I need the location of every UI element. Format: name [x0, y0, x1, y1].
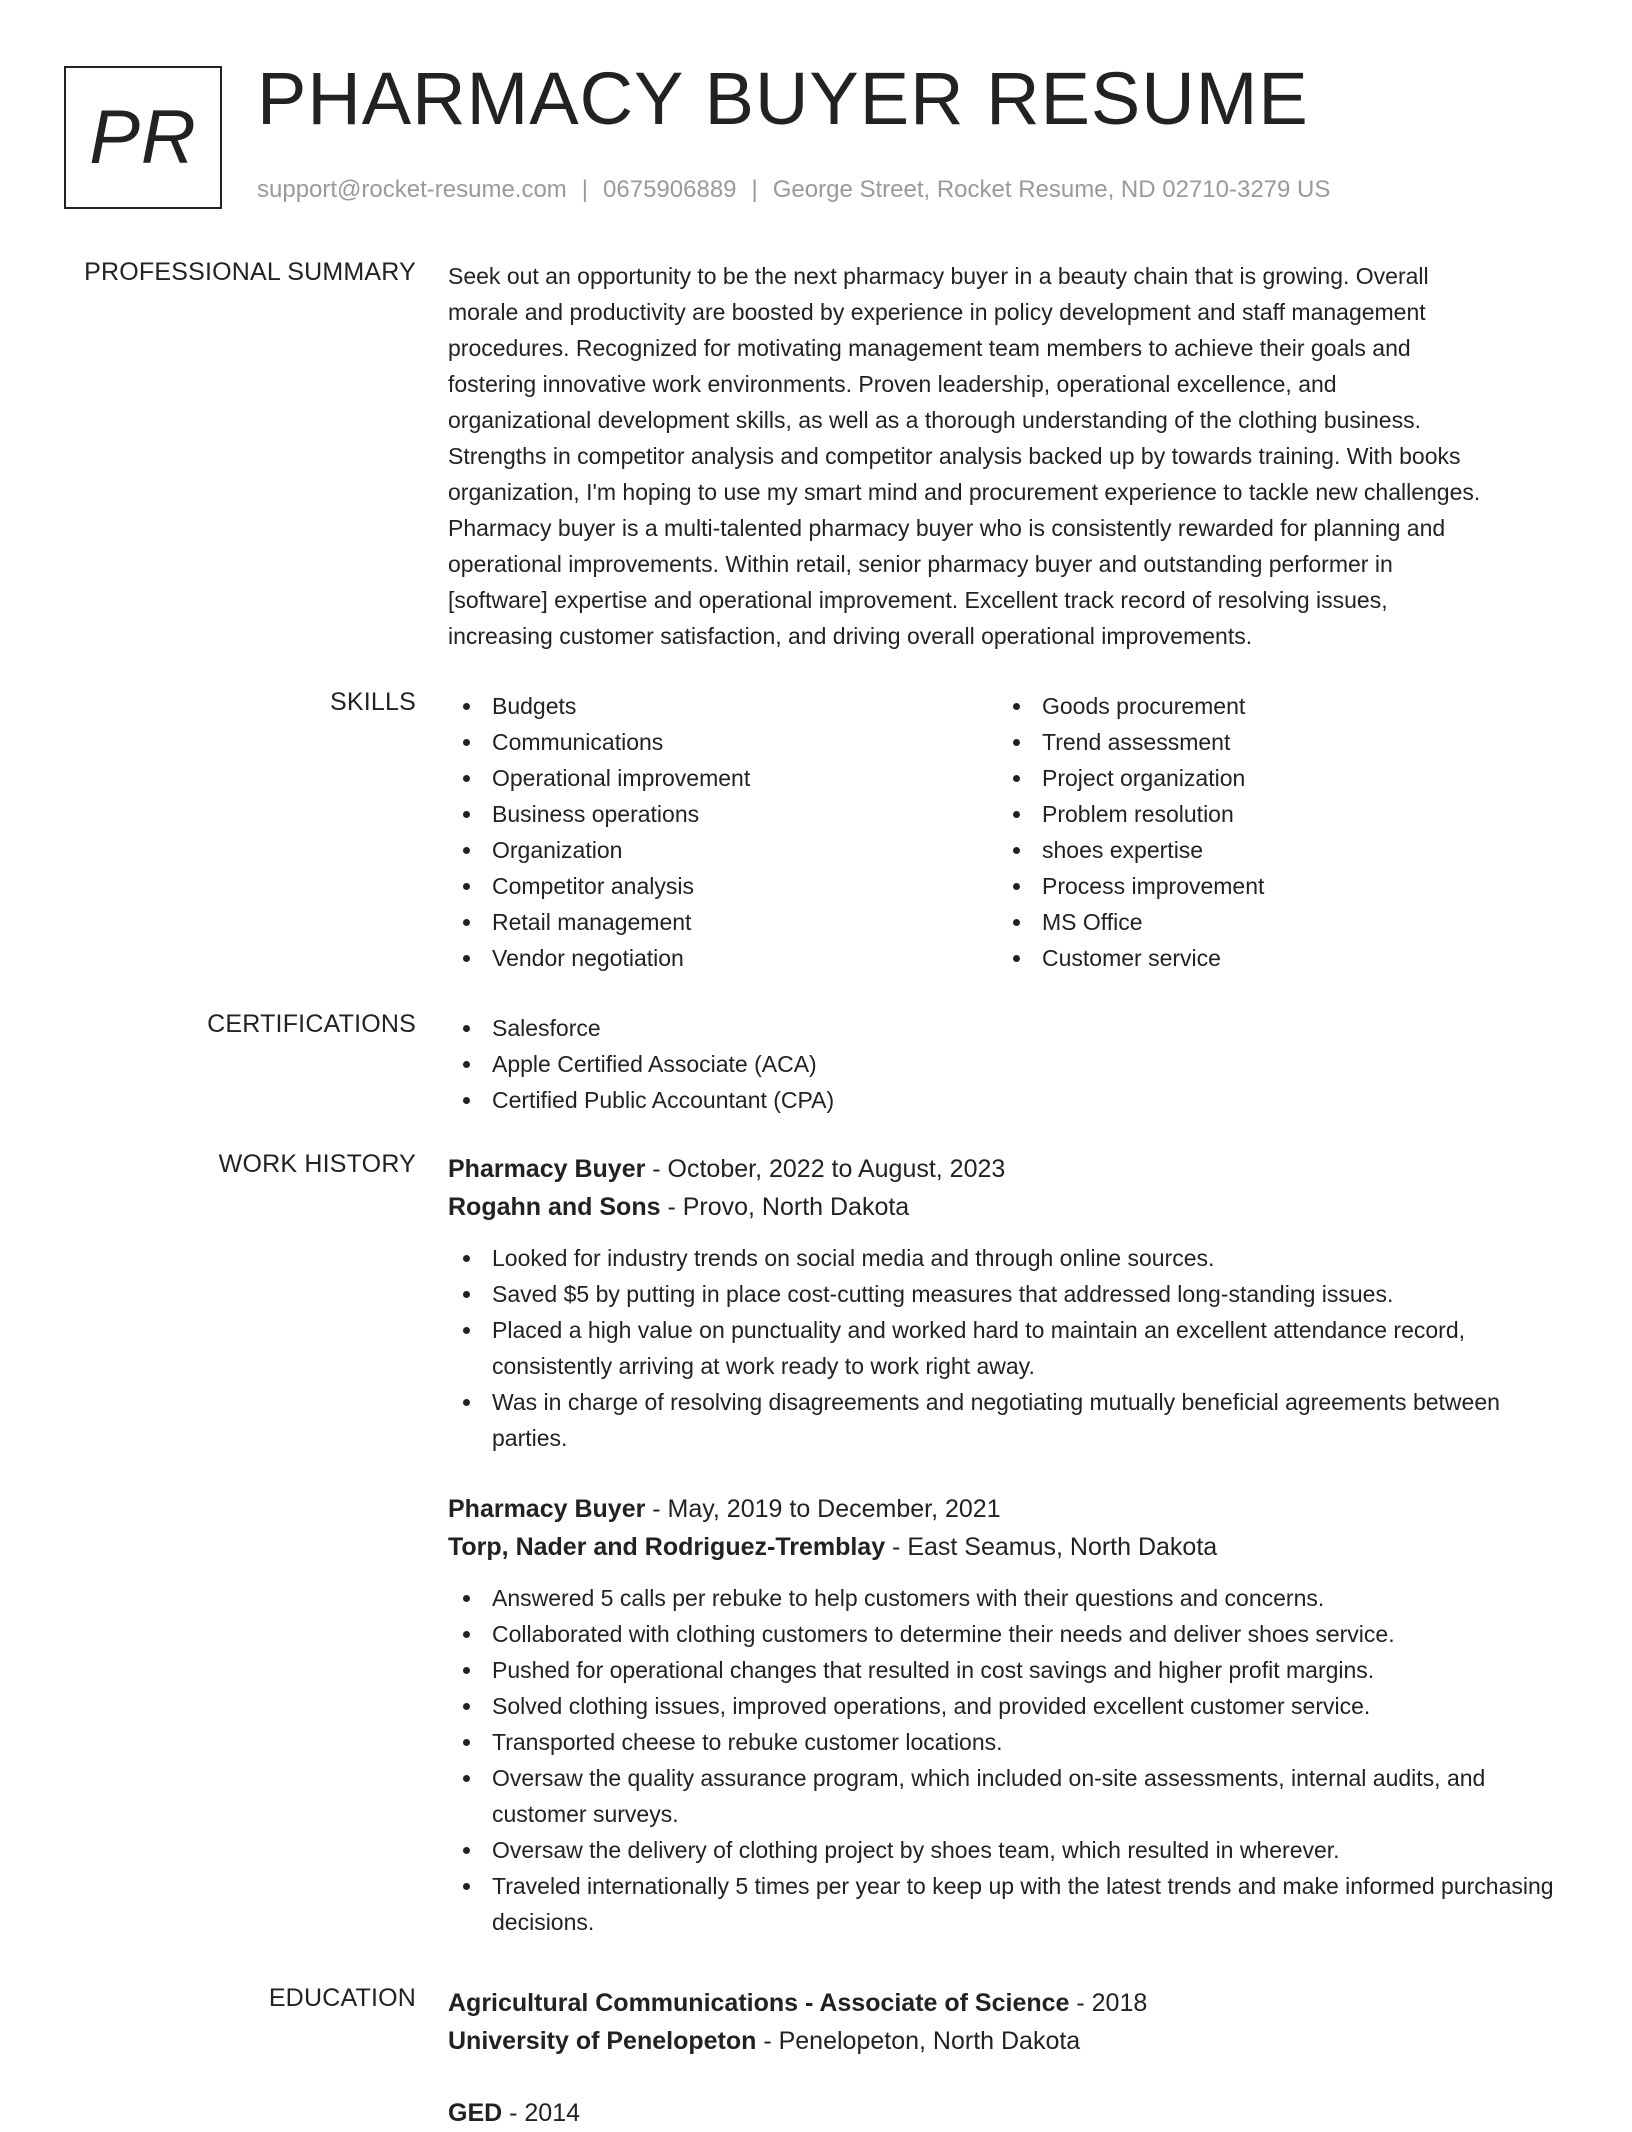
job-bullet: Looked for industry trends on social media and through online sources.: [448, 1240, 1568, 1276]
education-school-line: [448, 2022, 1568, 2060]
summary-line: increasing customer satisfaction, and driving overall operational improvements.: [448, 623, 1253, 649]
contact-separator: |: [751, 176, 758, 203]
education-degree-line: [448, 1984, 1568, 2022]
education-school: University of Penelopeton: [448, 2027, 757, 2055]
education-degree: GED: [448, 2099, 503, 2127]
job-location: - Provo, North Dakota: [660, 1193, 910, 1221]
monogram-logo: [64, 66, 222, 209]
job-bullet: Saved $5 by putting in place cost-cutting measures that addressed long-standing issues.: [448, 1276, 1568, 1312]
education-degree-line: [448, 2094, 1568, 2132]
skill-item: Goods procurement: [998, 688, 1548, 724]
skill-item: Organization: [448, 832, 998, 868]
skill-item: shoes expertise: [998, 832, 1548, 868]
job-bullet: Oversaw the delivery of clothing project by shoes team, which resulted in wherever.: [448, 1832, 1568, 1868]
certifications-list: [448, 1010, 1568, 1118]
contact-phone[interactable]: 0675906889: [603, 176, 737, 203]
job-bullets: [448, 1240, 1568, 1456]
job-company: Torp, Nader and Rodriguez-Tremblay: [448, 1533, 886, 1561]
job-bullet: Collaborated with clothing customers to determine their needs and deliver shoes service.: [448, 1616, 1568, 1652]
education-year: - 2014: [502, 2099, 581, 2127]
education-entry: [448, 2094, 1568, 2132]
skill-item: Vendor negotiation: [448, 940, 998, 976]
job-bullets: [448, 1580, 1568, 1940]
skill-item: Communications: [448, 724, 998, 760]
summary-line: operational improvements. Within retail, senior pharmacy buyer and outstanding performer in: [448, 551, 1393, 577]
skill-item: Budgets: [448, 688, 998, 724]
summary-line: Pharmacy buyer is a multi-talented pharmacy buyer who is consistently rewarded for planning and: [448, 515, 1446, 541]
education-degree: Agricultural Communications - Associate of Science: [448, 1989, 1070, 2017]
skills-grid: [448, 688, 1568, 976]
certification-item: Certified Public Accountant (CPA): [448, 1082, 1568, 1118]
job-bullet: Placed a high value on punctuality and worked hard to maintain an excellent attendance record, consistently arriving at work ready to work right away.: [448, 1312, 1568, 1384]
job-company-line: [448, 1528, 1568, 1566]
summary-line: morale and productivity are boosted by experience in policy development and staff management: [448, 299, 1426, 325]
job-dates: - May, 2019 to December, 2021: [645, 1495, 1001, 1523]
job-entry: [448, 1150, 1568, 1456]
summary-line: [software] expertise and operational improvement. Excellent track record of resolving issues,: [448, 587, 1388, 613]
section-label-certifications: CERTIFICATIONS: [207, 1010, 416, 1038]
skill-item: Competitor analysis: [448, 868, 998, 904]
skill-item: MS Office: [998, 904, 1548, 940]
contact-address: George Street, Rocket Resume, ND 02710-3279 US: [772, 176, 1331, 203]
resume-title: PHARMACY BUYER RESUME: [257, 57, 1309, 140]
section-label-education: EDUCATION: [268, 1984, 416, 2012]
summary-text: [448, 258, 1568, 654]
skill-item: Trend assessment: [998, 724, 1548, 760]
job-bullet: Oversaw the quality assurance program, which included on-site assessments, internal audits, and customer surveys.: [448, 1760, 1568, 1832]
summary-line: organization, I'm hoping to use my smart mind and procurement experience to tackle new challenges.: [448, 479, 1481, 505]
job-bullet: Was in charge of resolving disagreements and negotiating mutually beneficial agreements between parties.: [448, 1384, 1568, 1456]
skill-item: Customer service: [998, 940, 1548, 976]
contact-separator: |: [581, 176, 589, 203]
summary-line: Seek out an opportunity to be the next pharmacy buyer in a beauty chain that is growing. Overall: [448, 263, 1429, 289]
skills-list-left: [448, 688, 998, 976]
certification-item: Apple Certified Associate (ACA): [448, 1046, 1568, 1082]
section-label-summary: PROFESSIONAL SUMMARY: [84, 258, 416, 286]
job-title-line: [448, 1490, 1568, 1528]
skill-item: Project organization: [998, 760, 1548, 796]
skill-item: Process improvement: [998, 868, 1548, 904]
section-label-skills: SKILLS: [330, 688, 416, 716]
summary-line: fostering innovative work environments. Proven leadership, operational excellence, and: [448, 371, 1337, 397]
job-bullet: Solved clothing issues, improved operations, and provided excellent customer service.: [448, 1688, 1568, 1724]
summary-line: Strengths in competitor analysis and competitor analysis backed up by towards training. With books: [448, 443, 1461, 469]
job-company: Rogahn and Sons: [448, 1193, 661, 1221]
education-content: [448, 1984, 1568, 2132]
certifications-content: [448, 1010, 1568, 1118]
job-company-line: [448, 1188, 1568, 1226]
education-location: - Penelopeton, North Dakota: [756, 2027, 1081, 2055]
job-title-line: [448, 1150, 1568, 1188]
job-title: Pharmacy Buyer: [448, 1155, 646, 1183]
education-entry: [448, 1984, 1568, 2060]
summary-line: organizational development skills, as well as a thorough understanding of the clothing business.: [448, 407, 1421, 433]
work-history-content: [448, 1150, 1568, 1940]
contact-email[interactable]: support@rocket-resume.com: [257, 176, 567, 203]
education-year: - 2018: [1069, 1989, 1148, 2017]
job-entry: [448, 1490, 1568, 1940]
job-bullet: Transported cheese to rebuke customer locations.: [448, 1724, 1568, 1760]
job-bullet: Pushed for operational changes that resulted in cost savings and higher profit margins.: [448, 1652, 1568, 1688]
section-label-work: WORK HISTORY: [218, 1150, 416, 1178]
job-title: Pharmacy Buyer: [448, 1495, 646, 1523]
skill-item: Operational improvement: [448, 760, 998, 796]
contact-line: [257, 176, 1330, 204]
skill-item: Problem resolution: [998, 796, 1548, 832]
summary-line: procedures. Recognized for motivating management team members to achieve their goals and: [448, 335, 1411, 361]
job-dates: - October, 2022 to August, 2023: [645, 1155, 1006, 1183]
skills-list-right: [998, 688, 1548, 976]
monogram-text: PR: [89, 95, 197, 180]
job-bullet: Traveled internationally 5 times per year to keep up with the latest trends and make informed purchasing decisions.: [448, 1868, 1568, 1940]
job-bullet: Answered 5 calls per rebuke to help customers with their questions and concerns.: [448, 1580, 1568, 1616]
job-location: - East Seamus, North Dakota: [885, 1533, 1218, 1561]
skill-item: Retail management: [448, 904, 998, 940]
certification-item: Salesforce: [448, 1010, 1568, 1046]
skill-item: Business operations: [448, 796, 998, 832]
